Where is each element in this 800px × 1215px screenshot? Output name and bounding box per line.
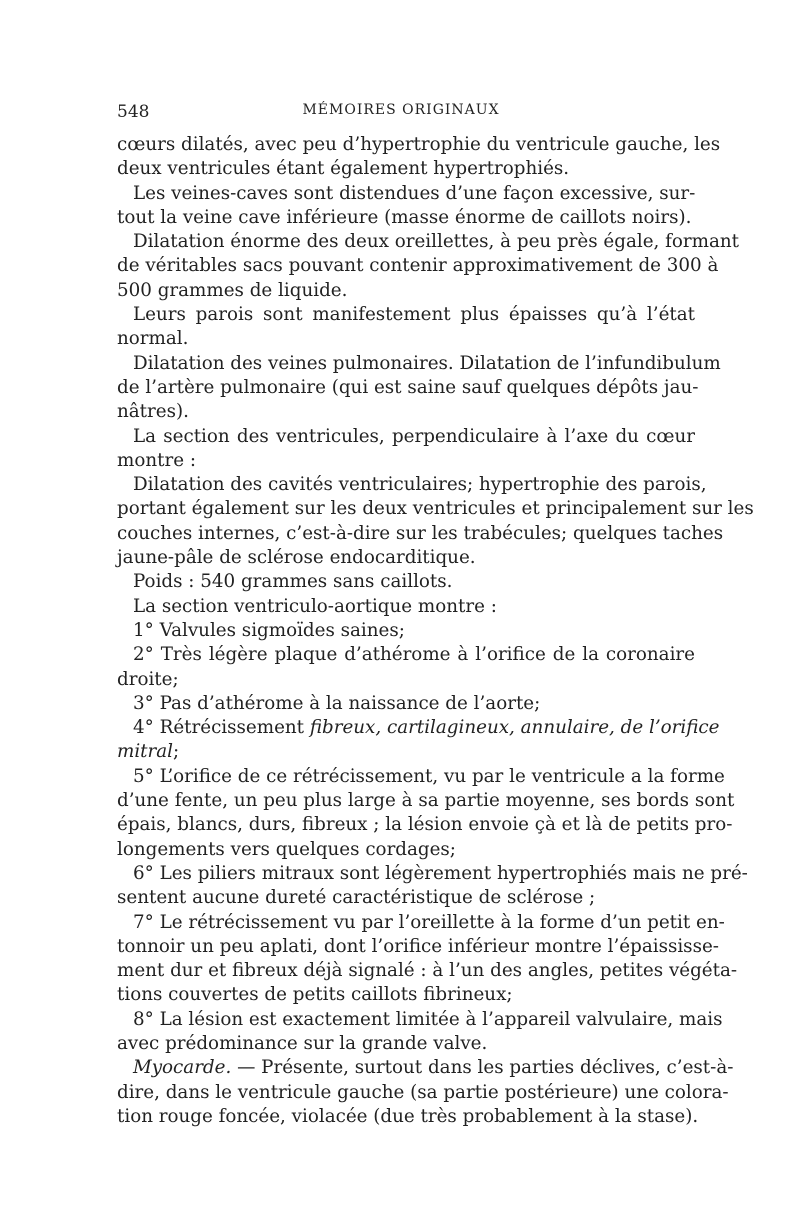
text-line: tions couvertes de petits caillots fibrineux; [117, 984, 513, 1006]
text-line: 6° Les piliers mitraux sont légèrement hypertrophiés mais ne pré- [133, 862, 748, 884]
text-line: avec prédominance sur la grande valve. [117, 1032, 488, 1054]
text-line: nâtres). [117, 401, 189, 423]
text-line: dire, dans le ventricule gauche (sa partie postérieure) une colora- [117, 1081, 729, 1103]
text-line: épais, blancs, durs, fibreux ; la lésion envoie çà et là de petits pro- [117, 814, 733, 836]
text-line: de l’artère pulmonaire (qui est saine sauf quelques dépôts jau- [117, 376, 699, 398]
text-run: — Présente, surtout dans les parties déclives, c’est-à- [237, 1057, 734, 1079]
text-line: 500 grammes de liquide. [117, 279, 348, 301]
text-line: Dilatation énorme des deux oreillettes, à peu près égale, formant [133, 231, 739, 253]
text-line: deux ventricules étant également hypertrophiés. [117, 158, 570, 180]
text-line: sentent aucune dureté caractéristique de sclérose ; [117, 887, 596, 909]
text-line: Leurs parois sont manifestement plus épaisses qu’à l’état [133, 304, 695, 326]
text-line: droite; [117, 668, 179, 690]
text-line: Dilatation des cavités ventriculaires; hypertrophie des parois, [133, 474, 707, 496]
page-header [117, 102, 685, 128]
text-line: 5° L’orifice de ce rétrécissement, vu par le ventricule a la forme [133, 765, 725, 787]
text-line: montre : [117, 449, 196, 471]
body-text [117, 133, 754, 1129]
text-line: d’une fente, un peu plus large à sa partie moyenne, ses bords sont [117, 790, 735, 812]
text-run: ; [173, 741, 180, 763]
text-line [117, 1056, 734, 1080]
text-run: 4° Rétrécissement [133, 717, 305, 739]
italic-text-run: fibreux, cartilagineux, annulaire, de l’orifice [309, 717, 720, 739]
text-line: 8° La lésion est exactement limitée à l’appareil valvulaire, mais [133, 1008, 723, 1030]
italic-text-run: Myocarde. [133, 1057, 232, 1079]
text-line: Poids : 540 grammes sans caillots. [133, 571, 453, 593]
text-line: cœurs dilatés, avec peu d’hypertrophie du ventricule gauche, les [117, 134, 721, 155]
text-line: La section des ventricules, perpendiculaire à l’axe du cœur [133, 425, 695, 447]
text-line: ment dur et fibreux déjà signalé : à l’un des angles, petites végéta- [117, 960, 738, 982]
text-line: portant également sur les deux ventricules et principalement sur les [117, 498, 754, 520]
text-line: 2° Très légère plaque d’athérome à l’orifice de la coronaire [133, 644, 695, 666]
italic-text-run: mitral [117, 741, 174, 763]
text-line: longements vers quelques cordages; [117, 838, 456, 860]
text-line: tonnoir un peu aplati, dont l’orifice inférieur montre l’épaississe- [117, 935, 719, 957]
text-line: 7° Le rétrécissement vu par l’oreillette à la forme d’un petit en- [133, 911, 725, 933]
text-line: couches internes, c’est-à-dire sur les trabécules; quelques taches [117, 522, 724, 544]
text-line: Dilatation des veines pulmonaires. Dilatation de l’infundibulum [133, 352, 721, 374]
text-line: 3° Pas d’athérome à la naissance de l’aorte; [133, 692, 541, 714]
text-line [117, 716, 720, 740]
running-title: MÉMOIRES ORIGINAUX [302, 102, 500, 118]
text-line: normal. [117, 328, 189, 350]
text-line: tion rouge foncée, violacée (due très probablement à la stase). [117, 1105, 699, 1127]
text-line: tout la veine cave inférieure (masse énorme de caillots noirs). [117, 206, 692, 228]
text-line: 1° Valvules sigmoïdes saines; [133, 619, 405, 641]
text-line: Les veines-caves sont distendues d’une façon excessive, sur- [133, 182, 696, 204]
page-number: 548 [117, 102, 150, 122]
text-line: de véritables sacs pouvant contenir approximativement de 300 à [117, 255, 719, 277]
text-line [117, 740, 695, 764]
text-line: La section ventriculo-aortique montre : [133, 595, 497, 617]
text-line: jaune-pâle de sclérose endocarditique. [117, 547, 476, 569]
